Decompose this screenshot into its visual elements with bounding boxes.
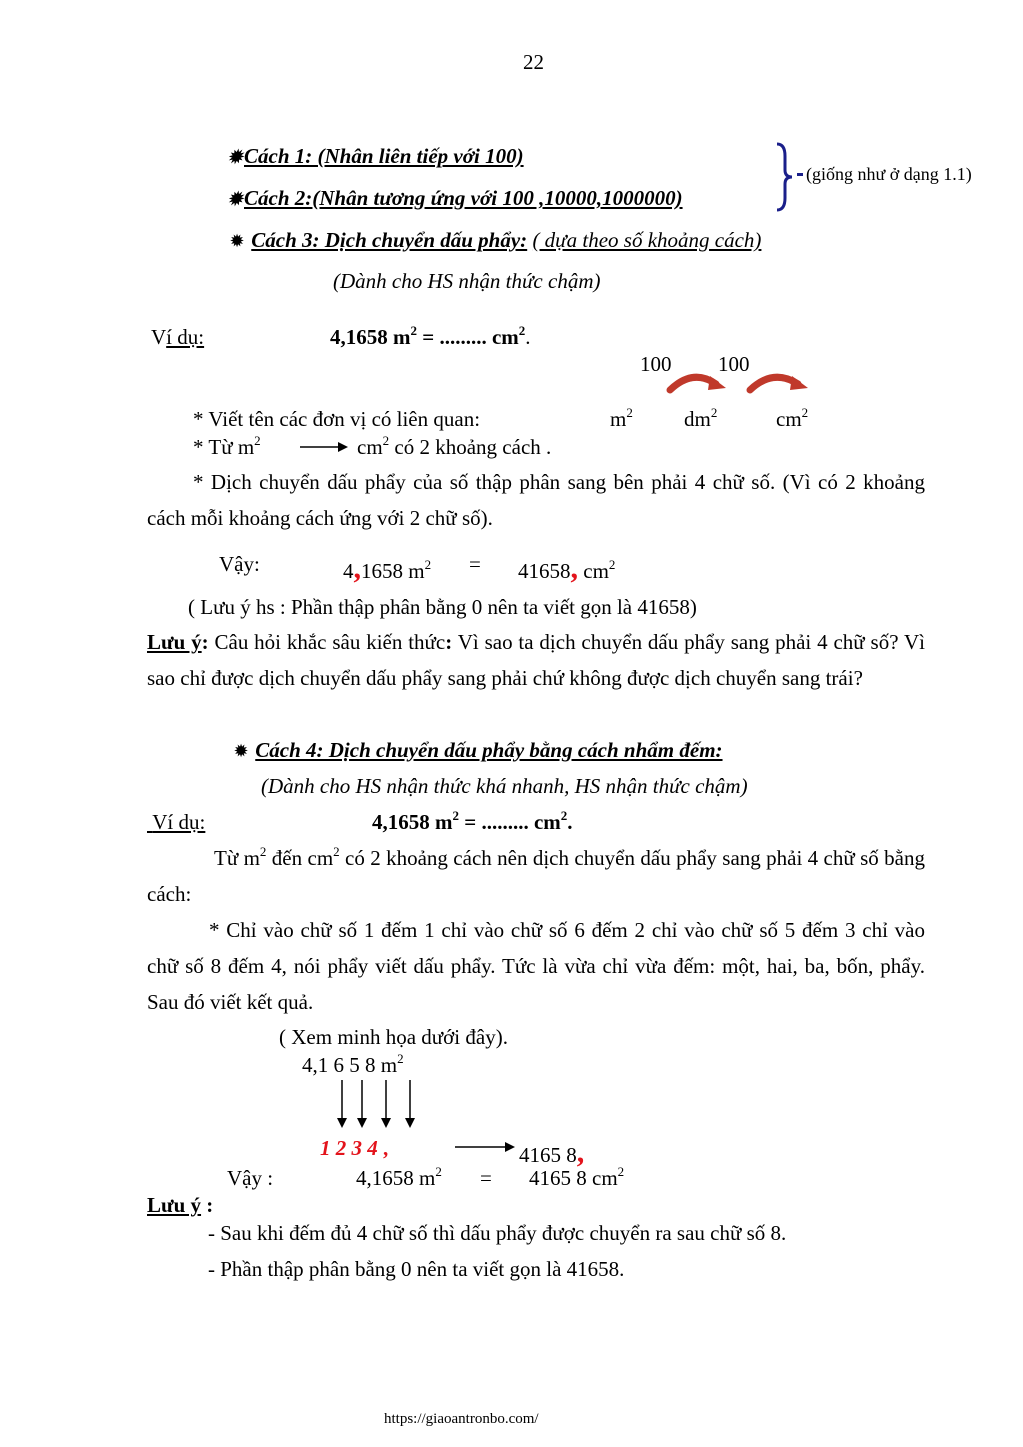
brace-note: (giống như ở dạng 1.1) bbox=[806, 164, 972, 184]
step-2-start bbox=[193, 433, 261, 459]
example-label-suffix: í dụ: bbox=[166, 325, 205, 349]
exponent: 2 bbox=[518, 323, 526, 338]
bullet-icon: ✹ bbox=[233, 741, 249, 761]
exponent: 2 bbox=[710, 405, 718, 420]
exponent: 2 bbox=[801, 405, 809, 420]
exponent: 2 bbox=[617, 1164, 625, 1179]
result-left-value: 4,1658 m bbox=[356, 1166, 436, 1190]
exponent: 2 bbox=[259, 844, 267, 859]
p1-from: Từ m bbox=[214, 846, 260, 870]
expr-end: . bbox=[567, 810, 573, 834]
result-unit: cm bbox=[578, 559, 609, 583]
method-3-title: Cách 3: Dịch chuyển dấu phẩy: bbox=[251, 228, 528, 252]
result-1-left bbox=[343, 554, 431, 584]
exponent: 2 bbox=[452, 808, 459, 823]
exponent: 2 bbox=[608, 557, 616, 572]
exponent: 2 bbox=[382, 433, 390, 448]
exponent: 2 bbox=[560, 808, 568, 823]
curved-arrow-icon bbox=[748, 372, 810, 392]
count-comma: , bbox=[383, 1136, 389, 1160]
method-1-text: Cách 1: (Nhân liên tiếp với 100) bbox=[244, 144, 524, 168]
factor-100-second: 100 bbox=[718, 352, 750, 376]
result-frac: 1658 m bbox=[361, 559, 425, 583]
note-2-item-1: - Sau khi đếm đủ 4 chữ số thì dấu phẩy được chuyển ra sau chữ số 8. bbox=[208, 1221, 787, 1245]
step-2-from: * Từ m bbox=[193, 435, 255, 459]
count-digits bbox=[320, 1138, 388, 1159]
step-2-end bbox=[357, 433, 552, 459]
brace-tick bbox=[797, 173, 803, 176]
down-arrow-icon bbox=[381, 1080, 391, 1128]
factor-100-first: 100 bbox=[640, 352, 672, 376]
unit-cm bbox=[776, 405, 809, 431]
step-2-rest: có 2 khoảng cách . bbox=[389, 435, 552, 459]
method-4-line bbox=[232, 740, 723, 761]
footer-url[interactable]: https://giaoantronbo.com/ bbox=[384, 1411, 539, 1427]
right-brace-icon bbox=[775, 142, 795, 212]
arrow-right-icon bbox=[300, 441, 350, 453]
digits-line bbox=[302, 1051, 404, 1077]
exponent: 2 bbox=[397, 1051, 404, 1066]
note-colon: : bbox=[201, 1193, 214, 1217]
method-3-line bbox=[228, 230, 761, 251]
result-1-equals: = bbox=[469, 552, 481, 576]
note-2-item-2: - Phần thập phân bằng 0 nên ta viết gọn là 41658. bbox=[208, 1257, 625, 1281]
example-2-paragraph-2: * Chỉ vào chữ số 1 đếm 1 chỉ vào chữ số 6 đếm 2 chỉ vào chữ số 5 đếm 3 chỉ vào chữ số 8 đếm 4, nói phẩy viết dấu phẩy. Tức là vừa chỉ vừa đếm: một, hai, ba, bốn, phẩy. Sau đó viết kết quả. bbox=[147, 918, 925, 1014]
result-2-left bbox=[356, 1164, 442, 1190]
note-label: Lưu ý bbox=[147, 630, 202, 654]
arrow-result bbox=[519, 1138, 584, 1168]
note-text-a: Câu hỏi khắc sâu kiến thức bbox=[208, 630, 446, 654]
arrow-result-value: 4165 8 bbox=[519, 1143, 577, 1167]
note-colon: : bbox=[201, 630, 209, 654]
expr-mid: = ......... cm bbox=[459, 810, 561, 834]
step-3-paragraph: * Dịch chuyển dấu phẩy của số thập phân sang bên phải 4 chữ số. (Vì có 2 khoảng cách mỗi khoảng cách ứng với 2 chữ số). bbox=[147, 470, 925, 530]
expr-end: . bbox=[525, 325, 531, 349]
exponent: 2 bbox=[424, 557, 432, 572]
exponent: 2 bbox=[333, 844, 340, 859]
expr-mid: = ......... cm bbox=[417, 325, 519, 349]
method-3-detail: ( dựa theo số khoảng cách) bbox=[532, 228, 762, 252]
count-numbers: 1 2 3 4 bbox=[320, 1136, 378, 1160]
red-comma: , bbox=[570, 552, 578, 585]
note-colon: : bbox=[445, 630, 453, 654]
down-arrow-icon bbox=[337, 1080, 347, 1128]
result-1-right bbox=[518, 554, 615, 584]
bullet-icon: ✹ bbox=[227, 189, 243, 209]
unit-m bbox=[610, 405, 633, 431]
step-1-text: * Viết tên các đơn vị có liên quan: bbox=[193, 407, 481, 431]
p1-to: đến cm bbox=[266, 846, 334, 870]
example-2-paragraph-1 bbox=[147, 840, 925, 912]
down-arrow-icon bbox=[357, 1080, 367, 1128]
note-1-paragraph bbox=[147, 624, 925, 696]
down-arrow-icon bbox=[405, 1080, 415, 1128]
method-3-note: (Dành cho HS nhận thức chậm) bbox=[333, 269, 601, 293]
expr-left: 4,1658 m bbox=[372, 810, 453, 834]
method-4-note: (Dành cho HS nhận thức khá nhanh, HS nhận thức chậm) bbox=[261, 774, 748, 798]
see-below-note: ( Xem minh họa dưới đây). bbox=[279, 1025, 508, 1049]
method-2-line bbox=[226, 188, 683, 209]
note-text-b: Vì sao ta dịch chuyển dấu phẩy sang phải 4 chữ số? Vì sao chỉ được dịch chuyển dấu phẩy sang phải chứ không được dịch chuyển sang trái? bbox=[147, 630, 925, 690]
result-1-label: Vậy: bbox=[219, 552, 260, 576]
red-comma: , bbox=[576, 1136, 585, 1169]
bullet-icon: ✹ bbox=[229, 231, 245, 251]
note-2-label bbox=[147, 1195, 213, 1216]
example-label-prefix: V bbox=[151, 325, 167, 349]
method-1-line bbox=[226, 146, 524, 167]
example-label: Ví dụ: bbox=[152, 810, 206, 834]
result-right-value: 4165 8 cm bbox=[529, 1166, 618, 1190]
example-2-expression bbox=[372, 808, 573, 834]
result-2-equals: = bbox=[480, 1166, 492, 1190]
digits-text: 4,1 6 5 8 m bbox=[302, 1053, 398, 1077]
bullet-icon: ✹ bbox=[227, 147, 243, 167]
example-1-expression bbox=[330, 323, 531, 349]
result-2-label: Vậy : bbox=[227, 1166, 274, 1190]
method-2-text: Cách 2:(Nhân tương ứng với 100 ,10000,1000000) bbox=[244, 186, 683, 210]
expr-left: 4,1658 m bbox=[330, 325, 411, 349]
example-1-label bbox=[151, 327, 204, 348]
p1-rest: có 2 khoảng cách nên dịch chuyển dấu phẩy sang phải 4 chữ số bằng cách: bbox=[147, 846, 925, 906]
unit-label: dm bbox=[684, 407, 711, 431]
page-number: 22 bbox=[523, 50, 544, 74]
example-2-label bbox=[147, 812, 205, 833]
exponent: 2 bbox=[410, 323, 417, 338]
step-2-to: cm bbox=[357, 435, 383, 459]
note-label: Lưu ý bbox=[147, 1193, 202, 1217]
unit-dm bbox=[684, 405, 718, 431]
result-2-right bbox=[529, 1164, 625, 1190]
unit-label: m bbox=[610, 407, 627, 431]
exponent: 2 bbox=[254, 433, 261, 448]
curved-arrow-icon bbox=[668, 372, 728, 392]
exponent: 2 bbox=[435, 1164, 442, 1179]
result-value: 41658 bbox=[518, 559, 571, 583]
hs-note: ( Lưu ý hs : Phần thập phân bằng 0 nên ta viết gọn là 41658) bbox=[188, 595, 697, 619]
arrow-right-icon bbox=[455, 1141, 517, 1153]
red-comma: , bbox=[353, 552, 361, 585]
method-4-title: Cách 4: Dịch chuyển dấu phẩy bằng cách nhẩm đếm: bbox=[255, 738, 723, 762]
unit-label: cm bbox=[776, 407, 802, 431]
result-int: 4 bbox=[343, 559, 354, 583]
exponent: 2 bbox=[626, 405, 633, 420]
